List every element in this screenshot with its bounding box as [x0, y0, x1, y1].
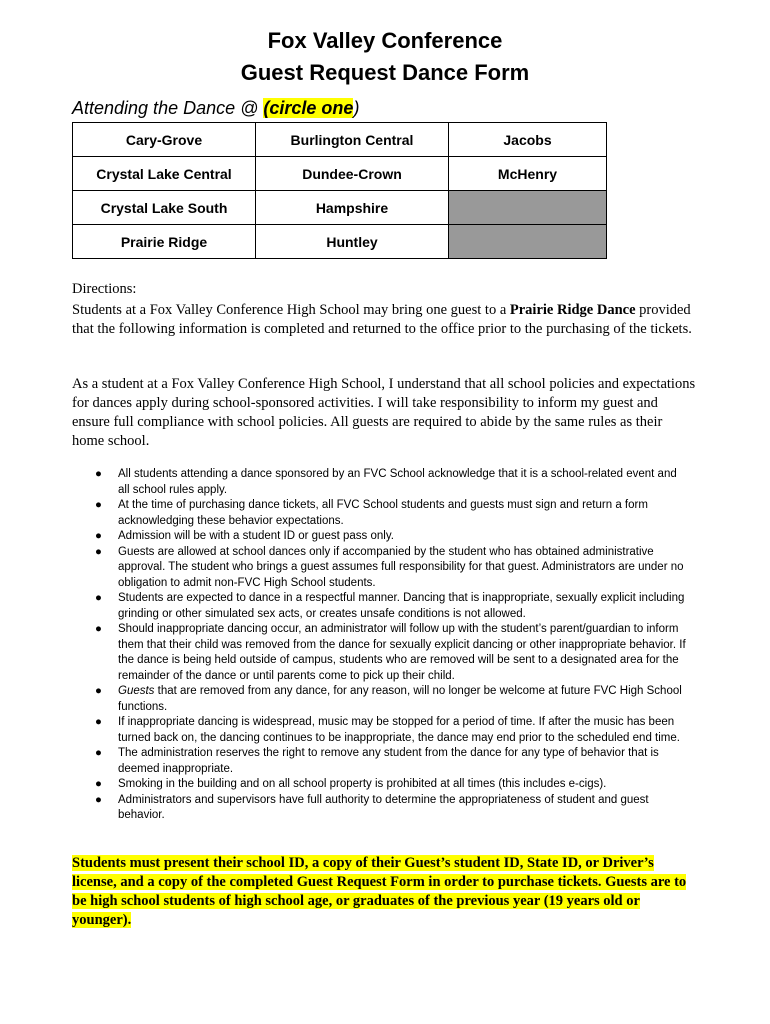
- list-item: [72, 467, 687, 498]
- table-row: [73, 191, 607, 225]
- bullet-icon: ●: [95, 592, 102, 604]
- table-row: [73, 123, 607, 157]
- directions-text-after: provided that the following information is completed and returned to the office prior to the purchasing of the tickets.: [72, 302, 692, 337]
- table-row: [73, 157, 607, 191]
- school-cell[interactable]: Crystal Lake South: [73, 191, 256, 225]
- attending-highlight: (circle one: [263, 98, 354, 118]
- empty-gray-cell: [449, 225, 607, 259]
- empty-gray-cell: [449, 191, 607, 225]
- school-cell[interactable]: Jacobs: [449, 123, 607, 157]
- school-cell[interactable]: Hampshire: [256, 191, 449, 225]
- attending-prompt: [72, 96, 359, 120]
- rule-text: that are removed from any dance, for any reason, will no longer be welcome at future FVC High School functions.: [118, 685, 682, 713]
- list-item: [72, 793, 687, 824]
- school-cell[interactable]: Burlington Central: [256, 123, 449, 157]
- list-item: [72, 684, 687, 715]
- bullet-icon: ●: [95, 716, 102, 728]
- school-cell[interactable]: Prairie Ridge: [73, 225, 256, 259]
- rule-text: Administrators and supervisors have full authority to determine the appropriateness of student and guest behavior.: [118, 793, 649, 821]
- bullet-icon: ●: [95, 545, 102, 558]
- rule-text: Smoking in the building and on all school property is prohibited at all times (this includes e-cigs).: [118, 778, 607, 790]
- bullet-icon: ●: [95, 778, 102, 790]
- list-item: [72, 498, 687, 529]
- list-item: [72, 715, 687, 746]
- page-title: Fox Valley Conference: [267, 28, 503, 53]
- bullet-icon: ●: [95, 468, 102, 480]
- attending-suffix: ): [353, 98, 360, 118]
- id-requirement-notice: [72, 854, 702, 930]
- bullet-icon: ●: [95, 747, 102, 759]
- list-item: [72, 529, 687, 545]
- school-table: [72, 122, 607, 259]
- rule-text: Guests are allowed at school dances only if accompanied by the student who has obtained administrative approval. The student who brings a guest assumes full responsibility for that guest. Administrators are under no obligation to admit non-FVC High School students.: [118, 545, 684, 589]
- rule-italic-word: Guests: [118, 685, 155, 697]
- school-cell[interactable]: Dundee-Crown: [256, 157, 449, 191]
- directions-text: [72, 301, 692, 339]
- directions-label: Directions:: [72, 281, 137, 297]
- bullet-icon: ●: [95, 530, 102, 542]
- rule-text: At the time of purchasing dance tickets, all FVC School students and guests must sign and return a form acknowledging these behavior expectations.: [118, 499, 648, 527]
- list-item: [72, 622, 687, 684]
- school-cell[interactable]: Cary-Grove: [73, 123, 256, 157]
- rules-list: [72, 467, 687, 824]
- bullet-icon: ●: [95, 685, 102, 697]
- rule-text: Should inappropriate dancing occur, an administrator will follow up with the student’s parent/guardian to inform them that their child was removed from the dance for sexually explicit dancing or other inappropriate behavior. If the dance is being held outside of campus, students who are removed will be sent to a designated area for the remainder of the dance or until parents come to pick up their child.: [118, 623, 686, 682]
- bullet-icon: ●: [95, 623, 102, 635]
- notice-text: Students must present their school ID, a copy of their Guest’s student ID, State ID, or Driver’s license, and a copy of the completed Guest Request Form in order to purchase tickets. Guests are to be high school students of high school age, or graduates of the previous year (19 years old or younger).: [72, 855, 687, 928]
- bullet-icon: ●: [95, 793, 102, 806]
- list-item: [72, 591, 687, 622]
- bullet-icon: ●: [95, 499, 102, 511]
- list-item: [72, 777, 687, 793]
- rule-text: If inappropriate dancing is widespread, music may be stopped for a period of time. If after the music has been turned back on, the dancing continues to be inappropriate, the dance may end prior to the scheduled end time.: [118, 716, 680, 744]
- rule-text: The administration reserves the right to remove any student from the dance for any type of behavior that is deemed inappropriate.: [118, 747, 659, 775]
- table-row: [73, 225, 607, 259]
- list-item: [72, 746, 687, 777]
- school-cell[interactable]: Crystal Lake Central: [73, 157, 256, 191]
- school-cell[interactable]: McHenry: [449, 157, 607, 191]
- policy-statement: As a student at a Fox Valley Conference High School, I understand that all school policies and expectations for dances apply during school-sponsored activities. I will take responsibility to inform my guest and ensure full compliance with school policies. All guests are required to abide by the same rules as their home school.: [72, 376, 696, 449]
- rule-text: All students attending a dance sponsored by an FVC School acknowledge that it is a school-related event and all school rules apply.: [118, 468, 677, 496]
- list-item: [72, 545, 687, 592]
- school-cell[interactable]: Huntley: [256, 225, 449, 259]
- rule-text: Students are expected to dance in a respectful manner. Dancing that is inappropriate, sexually explicit including grinding or other simulated sex acts, or creates unsafe conditions is not allowed.: [118, 592, 685, 620]
- directions-text-before: Students at a Fox Valley Conference High School may bring one guest to a: [72, 302, 510, 318]
- attending-prefix: Attending the Dance @: [72, 98, 264, 118]
- rule-text: Admission will be with a student ID or guest pass only.: [118, 530, 394, 542]
- directions-text-bold: Prairie Ridge Dance: [509, 302, 636, 318]
- page-subtitle: Guest Request Dance Form: [240, 60, 530, 85]
